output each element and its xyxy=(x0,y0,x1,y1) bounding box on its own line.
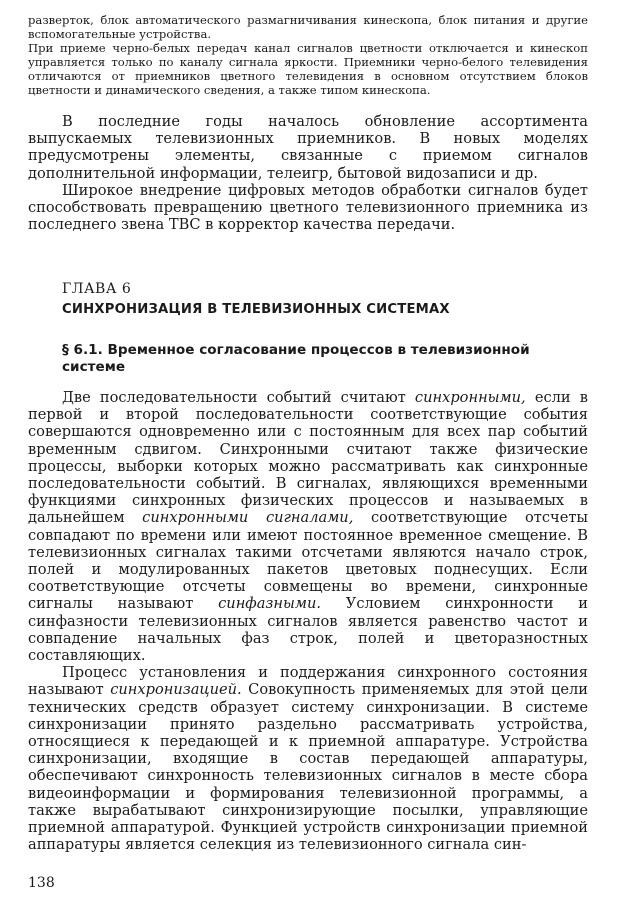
small-paragraph-1: разверток, блок автоматического размагничивания кинескопа, блок питания и другие вспомогательные устройства. xyxy=(28,13,588,42)
top-small-text xyxy=(28,13,588,98)
term-sinkhronnymi: синхронными, xyxy=(414,389,526,406)
small-paragraph-2: При приеме черно-белых передач канал сигналов цветности отключается и кинескоп управляется только по каналу сигнала яркости. Приемники черно-белого телевидения отличаются от приемников цветного телевидения в основном отсутствием блоков цветности и динамического сведения, а также типом кинескопа. xyxy=(28,41,588,98)
term-sinkhronnymi-signalami: синхронными сигналами, xyxy=(142,509,354,527)
main-paragraph-1 xyxy=(28,389,588,664)
body-paragraph-2: Широкое внедрение цифровых методов обработки сигналов будет способствовать превращению цветного телевизионного приемника из последнего звена ТВС в корректор качества передачи. xyxy=(28,181,588,234)
body-paragraph-1: В последние годы началось обновление ассортимента выпускаемых телевизионных приемников. В новых моделях предусмотрены элементы, связанные с приемом сигналов дополнительной информации, телеигр, бытовой видозаписи и др. xyxy=(28,113,588,182)
chapter-label: ГЛАВА 6 xyxy=(62,281,132,297)
text-run: Условием синхронности и синфазности телевизионных сигналов является равенство частот и совпадение начальных фаз строк, полей и цветоразностных составляющих. xyxy=(28,595,588,665)
page-number: 138 xyxy=(28,875,55,891)
term-sinfaznymi: синфазными. xyxy=(218,595,322,613)
text-run: соответствующие отсчеты совпадают по времени или имеют постоянное временное смещение. В телевизионных сигналах такими отсчетами являются начало строк, полей и модулированных пакетов цветовых поднесущих. Если соответствующие отсчеты совмещены во времени, синхронные сигналы называют xyxy=(28,509,589,613)
section-title: § 6.1. Временное согласование процессов в телевизионной системе xyxy=(62,342,530,375)
term-sinkhronizatsiey: синхронизацией. xyxy=(110,681,242,699)
text-run: Совокупность применяемых для этой цели технических средств образует систему синхронизации. В системе синхронизации принято раздельно рассматривать устройства, относящиеся к передающей и к приемной аппаратуре. Устройства синхронизации, входящие в состав передающей аппаратуры, обеспечивают синхронность телевизионных сигналов в месте сбора видеоинформации и формирования телевизионной программы, а также вырабатывают синхронизирующие посылки, управляющие приемной аппаратурой. Функцией устройств синхронизации приемной аппаратуры является селекция из телевизионного сигнала син- xyxy=(28,681,588,854)
text-run: Процесс установления и поддержания синхронного состояния называют xyxy=(28,664,588,699)
intro-body-text xyxy=(28,113,588,233)
text-run: Две последовательности событий считают xyxy=(62,389,415,406)
main-paragraph-2 xyxy=(28,664,588,853)
text-run: если в первой и второй последовательности соответствующие события совершаются одновременно или с постоянным для всех пар событий временным сдвигом. Синхронными считают также физические процессы, выборки которых можно рассматривать как синхронные последовательности событий. В сигналах, являющихся временными функциями синхронных физических процессов и называемых в дальнейшем xyxy=(28,389,588,527)
main-body-text xyxy=(28,389,588,853)
chapter-title: СИНХРОНИЗАЦИЯ В ТЕЛЕВИЗИОННЫХ СИСТЕМАХ xyxy=(62,302,450,317)
